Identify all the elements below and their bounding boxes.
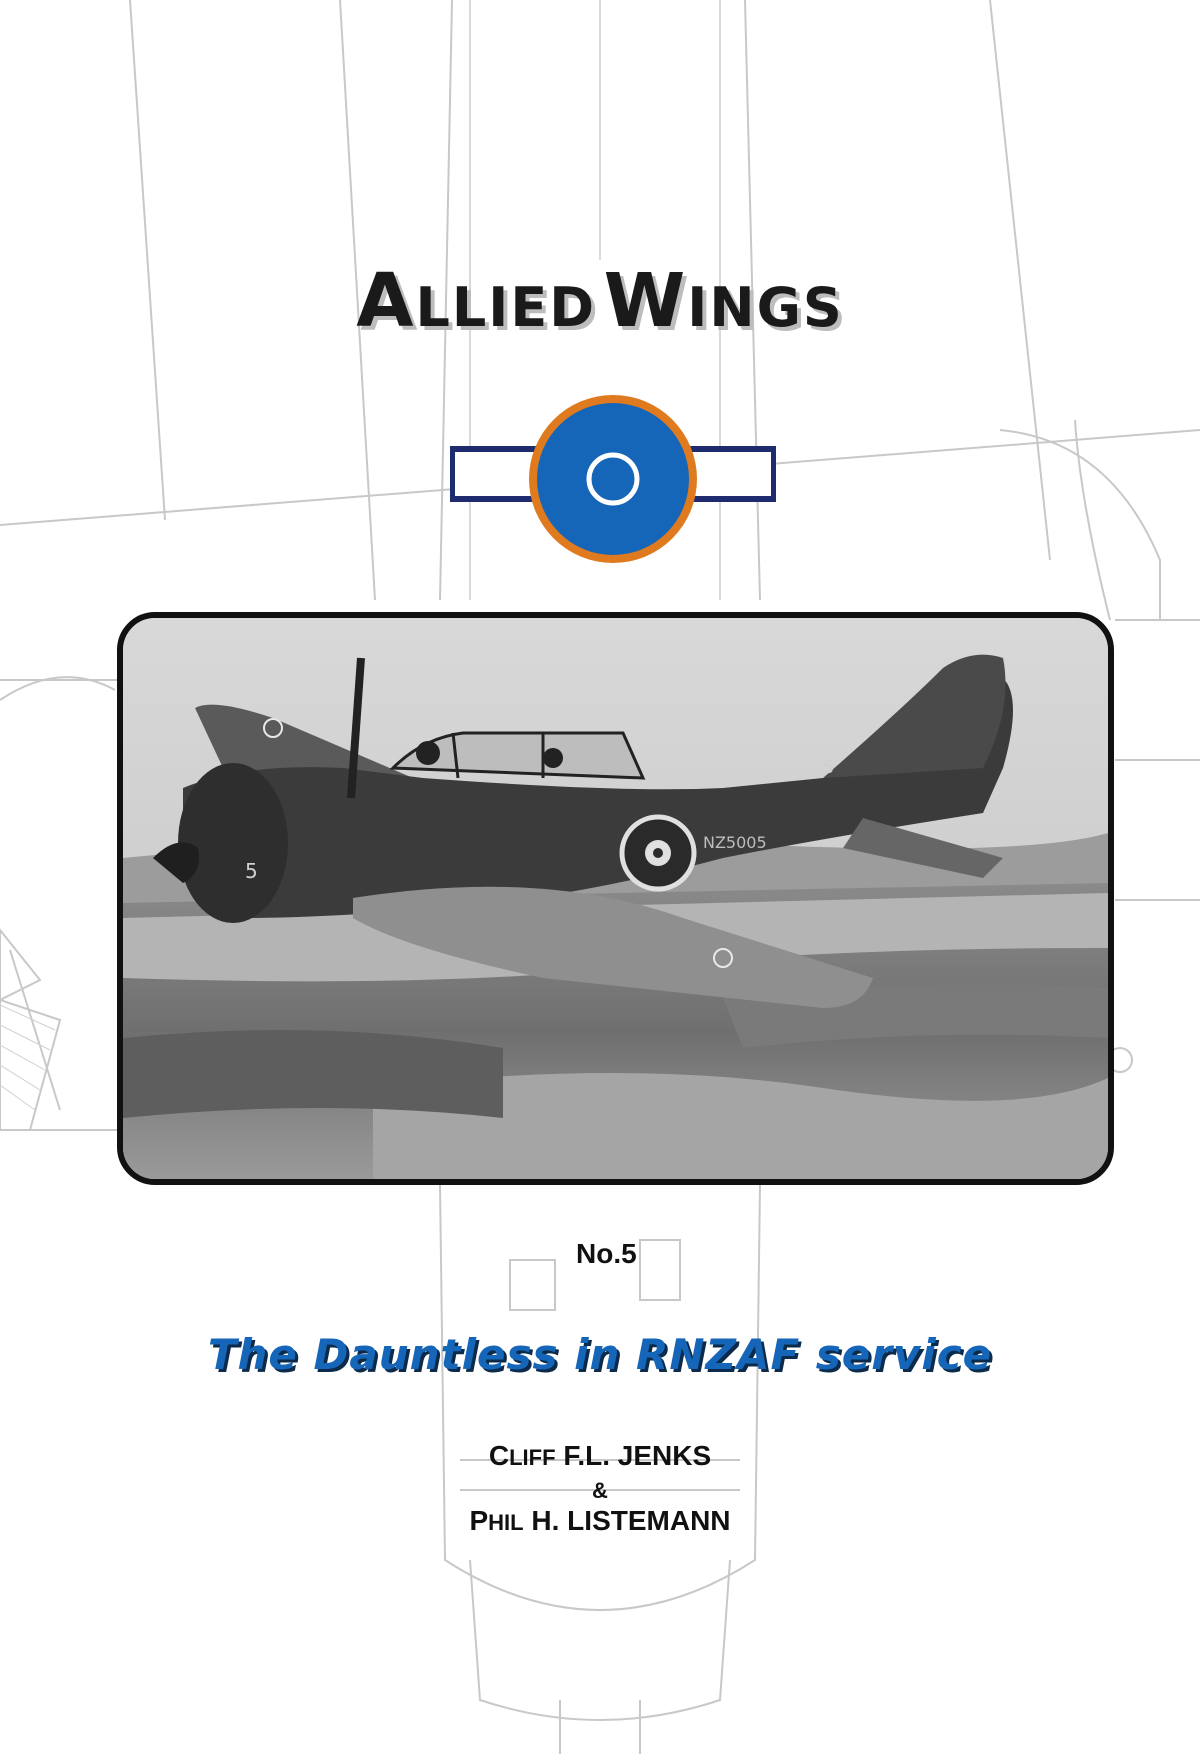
dauntless-aircraft-photo: [123, 618, 1108, 1179]
series-title: [0, 258, 1200, 348]
author-2-first-rest: HIL: [488, 1510, 524, 1535]
author-2-first-initial: P: [469, 1505, 489, 1536]
aircraft-number-nose: 5: [245, 859, 258, 883]
authors-ampersand: &: [592, 1478, 608, 1503]
aircraft-serial: NZ5005: [703, 833, 767, 852]
aircraft-number-tail: 5: [823, 757, 835, 778]
series-title-rest-w: INGS: [687, 276, 844, 339]
issue-number: No.5: [576, 1238, 637, 1269]
author-2-surname: H. LISTEMANN: [531, 1505, 731, 1536]
rnzaf-roundel-emblem: [450, 395, 776, 567]
author-1-first-initial: C: [488, 1440, 510, 1471]
series-title-initial-a: A: [356, 258, 416, 344]
author-1: [0, 1440, 1200, 1472]
cover-photo: [117, 612, 1114, 1185]
author-1-surname: F.L. JENKS: [563, 1440, 712, 1471]
author-2: [0, 1505, 1200, 1537]
series-title-rest-a: LLIED: [415, 276, 597, 339]
author-1-first-rest: LIFF: [509, 1445, 556, 1470]
series-title-initial-w: W: [603, 258, 688, 344]
book-subtitle: The Dauntless in RNZAF service: [207, 1330, 993, 1379]
